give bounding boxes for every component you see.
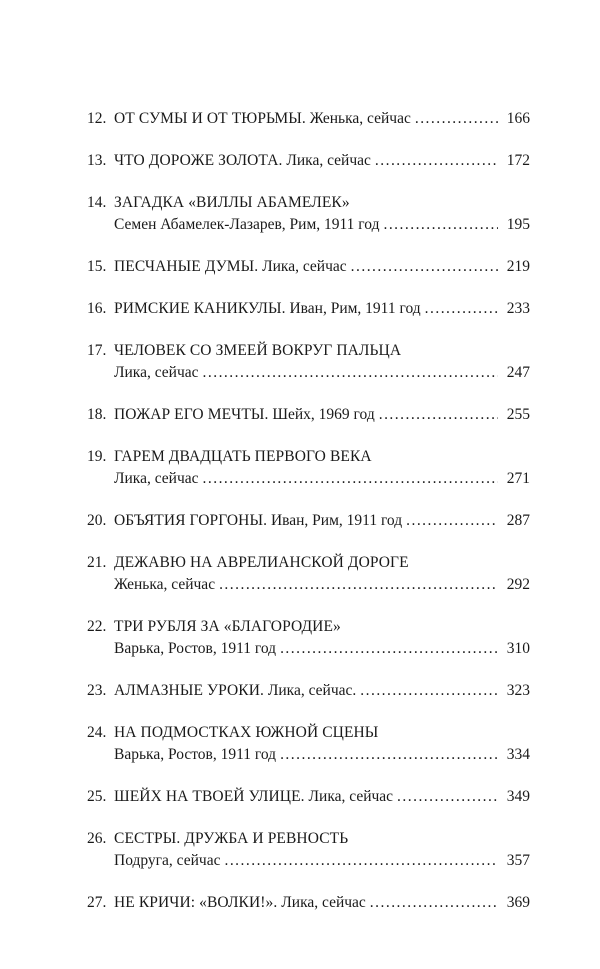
- dot-leader: [379, 404, 498, 426]
- chapter-subtitle: Семен Абамелек-Лазарев, Рим, 1911 год: [114, 216, 380, 233]
- toc-entry-subtitle-line: [87, 850, 530, 872]
- chapter-number: 26.: [87, 830, 107, 847]
- toc-entry[interactable]: [87, 786, 530, 808]
- page-number: 357: [506, 852, 530, 869]
- dot-leader: [219, 574, 498, 596]
- toc-entry-title-line: [87, 192, 530, 214]
- page-number: 349: [506, 788, 530, 805]
- dot-leader: [397, 786, 498, 808]
- chapter-title: НЕ КРИЧИ: «ВОЛКИ!».: [114, 894, 278, 911]
- chapter-subtitle: Лика, сейчас: [286, 152, 371, 169]
- toc-entry[interactable]: [87, 108, 530, 130]
- chapter-number: 18.: [87, 406, 107, 423]
- chapter-title: ЧТО ДОРОЖЕ ЗОЛОТА.: [114, 152, 283, 169]
- toc-entry-subtitle-line: [87, 468, 530, 490]
- toc-entry-title-line: [87, 616, 530, 638]
- toc-entry-title-line: [87, 828, 530, 850]
- chapter-subtitle: Лика, сейчас: [281, 894, 366, 911]
- chapter-title: СЕСТРЫ. ДРУЖБА И РЕВНОСТЬ: [114, 830, 349, 847]
- page-number: 287: [506, 512, 530, 529]
- toc-entry-title-line: [87, 552, 530, 574]
- page-number: 369: [506, 894, 530, 911]
- chapter-subtitle: Иван, Рим, 1911 год: [289, 300, 421, 317]
- chapter-subtitle: Женька, сейчас: [114, 576, 216, 593]
- chapter-number: 19.: [87, 448, 107, 465]
- page-number: 219: [506, 258, 530, 275]
- chapter-number: 20.: [87, 512, 107, 529]
- dot-leader: [425, 298, 498, 320]
- chapter-title: ОТ СУМЫ И ОТ ТЮРЬМЫ.: [114, 110, 306, 127]
- page-number: 334: [506, 746, 530, 763]
- toc-entry-line: [87, 404, 530, 426]
- chapter-number: 23.: [87, 682, 107, 699]
- chapter-title: ЧЕЛОВЕК СО ЗМЕЕЙ ВОКРУГ ПАЛЬЦА: [114, 342, 402, 359]
- chapter-number: 21.: [87, 554, 107, 571]
- toc-entry[interactable]: [87, 298, 530, 320]
- toc-entry-line: [87, 680, 530, 702]
- chapter-subtitle: Лика, сейчас: [114, 364, 199, 381]
- dot-leader: [351, 256, 498, 278]
- chapter-number: 25.: [87, 788, 107, 805]
- toc-entry[interactable]: [87, 340, 530, 384]
- page-number: 233: [506, 300, 530, 317]
- chapter-title: ТРИ РУБЛЯ ЗА «БЛАГОРОДИЕ»: [114, 618, 341, 635]
- chapter-title: ДЕЖАВЮ НА АВРЕЛИАНСКОЙ ДОРОГЕ: [114, 554, 409, 571]
- page-number: 271: [506, 470, 530, 487]
- toc-entry-line: [87, 892, 530, 914]
- dot-leader: [203, 468, 498, 490]
- dot-leader: [280, 638, 498, 660]
- toc-entry[interactable]: [87, 404, 530, 426]
- toc-entry[interactable]: [87, 192, 530, 236]
- toc-entry[interactable]: [87, 828, 530, 872]
- toc-entry[interactable]: [87, 616, 530, 660]
- toc-entry-subtitle-line: [87, 214, 530, 236]
- chapter-title: ЗАГАДКА «ВИЛЛЫ АБАМЕЛЕК»: [114, 194, 350, 211]
- page-number: 172: [506, 152, 530, 169]
- chapter-subtitle: Варька, Ростов, 1911 год: [114, 746, 277, 763]
- dot-leader: [360, 680, 498, 702]
- chapter-subtitle: Шейх, 1969 год: [272, 406, 375, 423]
- chapter-subtitle: Лика, сейчас: [308, 788, 394, 805]
- page-number: 166: [506, 110, 530, 127]
- dot-leader: [280, 744, 498, 766]
- dot-leader: [224, 850, 498, 872]
- toc-entry-title-line: [87, 446, 530, 468]
- chapter-title: ГАРЕМ ДВАДЦАТЬ ПЕРВОГО ВЕКА: [114, 448, 372, 465]
- chapter-subtitle: Лика, сейчас: [114, 470, 199, 487]
- toc-entry-line: [87, 150, 530, 172]
- chapter-subtitle: Лика, сейчас: [262, 258, 347, 275]
- dot-leader: [415, 108, 498, 130]
- toc-entry-title-line: [87, 722, 530, 744]
- chapter-title: НА ПОДМОСТКАХ ЮЖНОЙ СЦЕНЫ: [114, 724, 379, 741]
- toc-entry[interactable]: [87, 510, 530, 532]
- page-number: 323: [506, 682, 530, 699]
- dot-leader: [370, 892, 498, 914]
- chapter-subtitle: Подруга, сейчас: [114, 852, 221, 869]
- chapter-title: ШЕЙХ НА ТВОЕЙ УЛИЦЕ.: [114, 788, 305, 805]
- dot-leader: [383, 214, 498, 236]
- chapter-number: 14.: [87, 194, 107, 211]
- page-number: 292: [506, 576, 530, 593]
- toc-entry-subtitle-line: [87, 638, 530, 660]
- chapter-number: 12.: [87, 110, 107, 127]
- toc-entry-line: [87, 298, 530, 320]
- chapter-subtitle: Варька, Ростов, 1911 год: [114, 640, 277, 657]
- chapter-subtitle: Лика, сейчас.: [267, 682, 357, 699]
- chapter-number: 27.: [87, 894, 107, 911]
- chapter-number: 22.: [87, 618, 107, 635]
- chapter-number: 16.: [87, 300, 107, 317]
- toc-entry-subtitle-line: [87, 744, 530, 766]
- dot-leader: [375, 150, 498, 172]
- dot-leader: [406, 510, 498, 532]
- chapter-number: 17.: [87, 342, 107, 359]
- toc-entry[interactable]: [87, 552, 530, 596]
- page-number: 195: [506, 216, 530, 233]
- toc-entry[interactable]: [87, 892, 530, 914]
- toc-entry[interactable]: [87, 256, 530, 278]
- page-number: 310: [506, 640, 530, 657]
- toc-entry[interactable]: [87, 446, 530, 490]
- toc-entry-line: [87, 510, 530, 532]
- chapter-number: 13.: [87, 152, 107, 169]
- chapter-title: ПОЖАР ЕГО МЕЧТЫ.: [114, 406, 269, 423]
- chapter-number: 15.: [87, 258, 107, 275]
- toc-entry-subtitle-line: [87, 362, 530, 384]
- toc-entry-title-line: [87, 340, 530, 362]
- chapter-number: 24.: [87, 724, 107, 741]
- chapter-title: АЛМАЗНЫЕ УРОКИ.: [114, 682, 264, 699]
- toc-entry[interactable]: [87, 722, 530, 766]
- page-number: 255: [506, 406, 530, 423]
- toc-entry-line: [87, 108, 530, 130]
- page-number: 247: [506, 364, 530, 381]
- chapter-subtitle: Иван, Рим, 1911 год: [270, 512, 403, 529]
- toc-entry[interactable]: [87, 680, 530, 702]
- toc-entry[interactable]: [87, 150, 530, 172]
- chapter-title: ОБЪЯТИЯ ГОРГОНЫ.: [114, 512, 268, 529]
- toc-entry-subtitle-line: [87, 574, 530, 596]
- chapter-subtitle: Женька, сейчас: [309, 110, 411, 127]
- dot-leader: [203, 362, 498, 384]
- toc-entry-line: [87, 786, 530, 808]
- table-of-contents: [87, 108, 530, 934]
- chapter-title: РИМСКИЕ КАНИКУЛЫ.: [114, 300, 286, 317]
- toc-entry-line: [87, 256, 530, 278]
- chapter-title: ПЕСЧАНЫЕ ДУМЫ.: [114, 258, 259, 275]
